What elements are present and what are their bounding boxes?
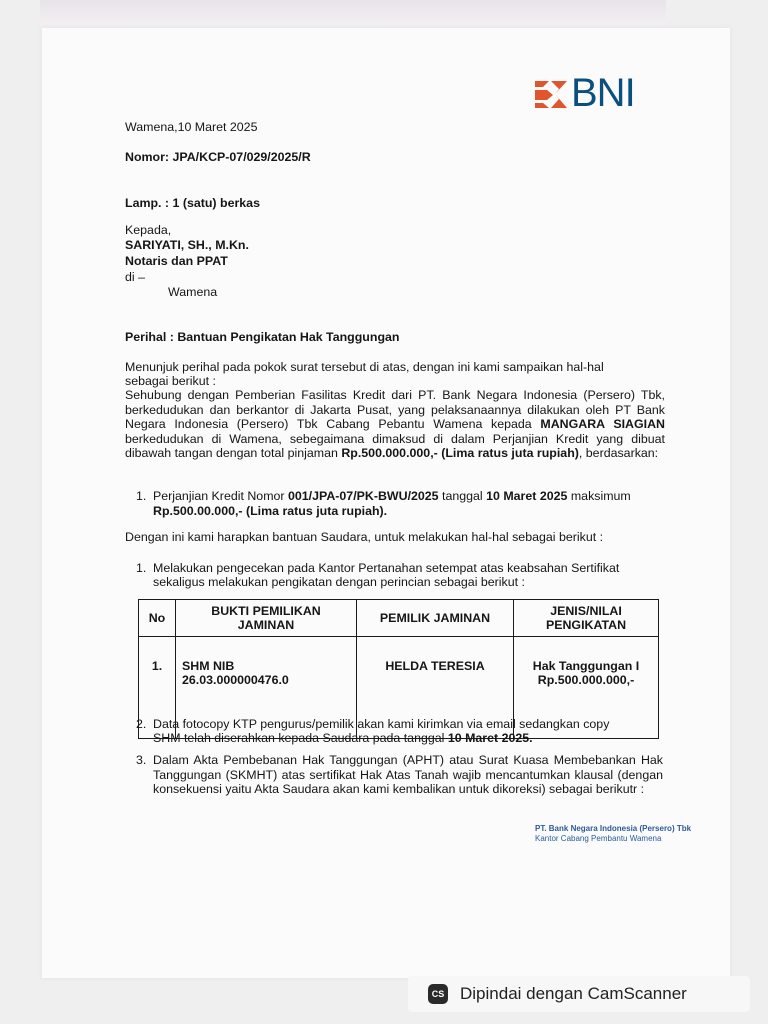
row-jenis-line-1: Hak Tanggungan I <box>532 659 640 673</box>
agreement-line-1 <box>153 489 631 504</box>
request-2-line-1: Data fotocopy KTP pengurus/pemilik akan kami kirimkan via email sedangkan copy <box>153 717 610 731</box>
camscanner-badge <box>408 976 750 1012</box>
letter-subject: Perihal : Bantuan Pengikatan Hak Tanggungan <box>125 330 400 344</box>
debtor-name: MANGARA SIAGIAN <box>540 417 665 431</box>
letter-number: Nomor: JPA/KCP-07/029/2025/R <box>125 150 311 164</box>
header-jenis: JENIS/NILAI PENGIKATAN <box>514 600 659 637</box>
recipient-city: Wamena <box>168 285 218 299</box>
credit-paragraph <box>125 388 665 461</box>
letter-attachment: Lamp. : 1 (satu) berkas <box>125 196 260 210</box>
agreement-amount: Rp.500.00.000,- (Lima ratus juta rupiah). <box>153 504 388 518</box>
credit-paragraph-text-2: berkedudukan di Wamena, sebegaimana dimaksud di dalam Perjanjian Kredit yang dibuat dibawah tangan dengan total pinjaman <box>125 431 665 460</box>
intro-line-1: Menunjuk perihal pada pokok surat tersebut di atas, dengan ini kami sampaikan hal-hal <box>125 360 604 374</box>
header-pemilik: PEMILIK JAMINAN <box>357 600 514 637</box>
agreement-number-label: 1. <box>136 489 147 503</box>
bni-logo-text: BNI <box>571 71 635 115</box>
footer-bank-name: PT. Bank Negara Indonesia (Persero) Tbk <box>535 824 692 833</box>
agreement-text-3: maksimum <box>567 489 631 503</box>
bni-logo-mark-icon <box>533 77 569 111</box>
request-1-number: 1. <box>136 561 147 575</box>
recipient-name: SARIYATI, SH., M.Kn. <box>125 238 249 252</box>
request-2-date: 10 Maret 2025. <box>447 731 533 745</box>
agreement-date: 10 Maret 2025 <box>486 489 568 503</box>
row-bukti-line-2: 26.03.000000476.0 <box>182 673 289 687</box>
row-pemilik: HELDA TERESIA <box>357 637 514 739</box>
request-3-number: 3. <box>136 753 147 767</box>
header-bukti: BUKTI PEMILIKAN JAMINAN <box>176 600 357 637</box>
row-no: 1. <box>139 637 176 739</box>
request-1-line-2: sekaligus melakukan pengikatan dengan perincian sebagai berikut : <box>153 575 525 589</box>
request-3-text: Dalam Akta Pembebanan Hak Tanggungan (APHT) atau Surat Kuasa Membebankan Hak Tanggungan (SKMHT) atas sertifikat Hak Atas Tanah wajib mencantumkan klausal (dengan konsekuensi yaitu Akta Saudara akan kami kembalikan untuk dikoreksi) sebagai berikutr : <box>153 753 663 796</box>
request-2-line-2 <box>153 731 533 746</box>
request-line: Dengan ini kami harapkan bantuan Saudara, untuk melakukan hal-hal sebagai berikut : <box>125 530 604 544</box>
bni-logo <box>533 71 661 118</box>
agreement-text-2: tanggal <box>438 489 487 503</box>
row-jenis-line-2: Rp.500.000.000,- <box>537 673 635 687</box>
camscanner-icon: CS <box>428 984 448 1004</box>
header-no: No <box>139 600 176 637</box>
credit-paragraph-end: , berdasarkan: <box>578 446 659 460</box>
request-2-text: SHM telah diserahkan kepada Saudara pada tanggal <box>153 731 448 745</box>
table-header-row <box>139 600 659 637</box>
letter-place-date: Wamena,10 Maret 2025 <box>125 120 258 134</box>
scan-edge-band <box>40 0 666 26</box>
row-bukti-line-1: SHM NIB <box>182 659 235 673</box>
camscanner-text: Dipindai dengan CamScanner <box>460 984 687 1003</box>
request-1-line-1: Melakukan pengecekan pada Kantor Pertanahan setempat atas keabsahan Sertifikat <box>153 561 620 575</box>
intro-line-2: sebagai berikut : <box>125 374 216 388</box>
agreement-number: 001/JPA-07/PK-BWU/2025 <box>287 489 439 503</box>
credit-paragraph-text: Sehubung dengan Pemberian Fasilitas Kredit dari PT. Bank Negara Indonesia (Persero) Tbk, berkedudukan dan berkantor di Jakarta Pusat, yang pelaksanaannya dilakukan oleh PT Bank Negara Indonesia (Persero) Tbk Cabang Pebantu Wamena kepada <box>125 388 665 431</box>
footer-branch: Kantor Cabang Pembantu Wamena <box>535 834 662 843</box>
request-2-number: 2. <box>136 717 147 731</box>
recipient-title: Notaris dan PPAT <box>125 254 228 268</box>
di-label: di – <box>125 270 145 284</box>
loan-total: Rp.500.000.000,- (Lima ratus juta rupiah) <box>341 446 579 460</box>
to-label: Kepada, <box>125 223 172 237</box>
agreement-text: Perjanjian Kredit Nomor <box>153 489 288 503</box>
